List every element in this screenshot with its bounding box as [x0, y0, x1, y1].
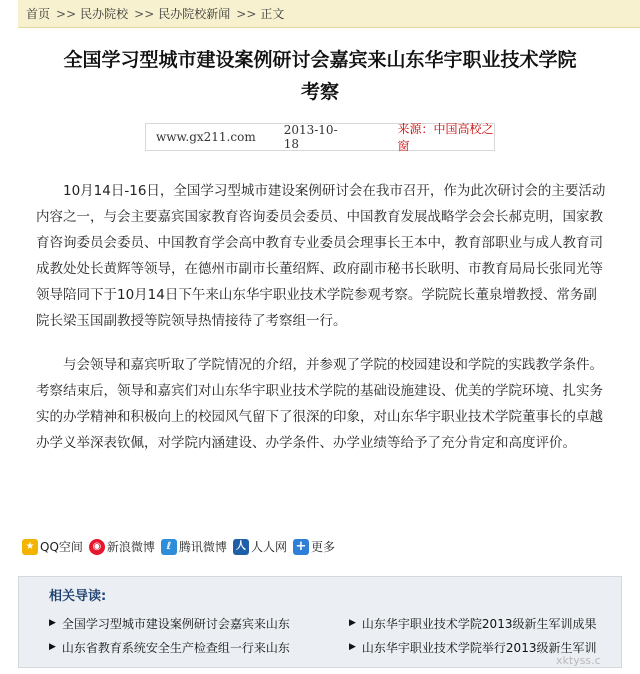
share-more-button[interactable]	[293, 538, 335, 555]
related-reading-heading: 相关导读:	[49, 589, 107, 604]
article-paragraph: 10月14日-16日，全国学习型城市建设案例研讨会在我市召开，作为此次研讨会的主要活动内容之一，与会主要嘉宾国家教育咨询委员会委员、中国教育发展战略学会会长郝克明，国家教育咨询委员会委员、中国教育学会高中教育专业委员会理事长王本中，教育部职业与成人教育司成教处处长黄辉等领导，在德州市副市长董绍辉、政府副市秘书长耿明、市教育局局长张同光等领导陪同下于10月14日下午来山东华宇职业技术学院参观考察。学院院长董泉增教授、常务副院长梁玉国副教授等院领导热情接待了考察组一行。	[36, 183, 606, 329]
bullet-arrow-icon: ▶	[49, 642, 56, 652]
bullet-arrow-icon: ▶	[49, 618, 56, 628]
related-item	[49, 639, 349, 656]
article-site-url: www.gx211.com	[156, 130, 256, 144]
breadcrumb-home-link[interactable]: 首页	[26, 7, 51, 21]
share-label: 腾讯微博	[178, 540, 227, 554]
breadcrumb-current: 正文	[260, 7, 285, 21]
related-link[interactable]: 山东华宇职业技术学院2013级新生军训成果	[361, 616, 597, 631]
article-body	[36, 178, 610, 474]
bullet-arrow-icon: ▶	[349, 642, 356, 652]
breadcrumb-separator: >>	[236, 6, 257, 21]
article-paragraph: 与会领导和嘉宾听取了学院情况的介绍，并参观了学院的校园建设和学院的实践教学条件。考察结束后，领导和嘉宾们对山东华宇职业技术学院的基础设施建设、优美的学院环境、扎实务实的办学精神和积极向上的校园风气留下了很深的印象，对山东华宇职业技术学院董事长的卓越办学义举深表钦佩，对学院内涵建设、办学条件、办学业绩等给予了充分肯定和高度评价。	[36, 357, 603, 451]
share-label: 人人网	[250, 540, 287, 554]
weibo-icon: ◉	[89, 539, 105, 555]
more-icon: +	[293, 539, 309, 555]
related-item	[49, 615, 349, 632]
related-row	[49, 635, 629, 659]
watermark: xktyss.c	[556, 654, 601, 667]
related-item	[349, 639, 609, 656]
share-label: QQ空间	[40, 540, 83, 554]
related-link[interactable]: 全国学习型城市建设案例研讨会嘉宾来山东	[61, 616, 290, 631]
related-link[interactable]: 山东华宇职业技术学院举行2013级新生军训	[361, 640, 597, 655]
article-source: 来源：中国高校之窗	[397, 122, 494, 153]
article-date: 2013-10-18	[283, 123, 338, 151]
share-qzone-button[interactable]	[22, 538, 83, 555]
share-label: 更多	[310, 540, 335, 554]
share-tencent-weibo-button[interactable]	[161, 538, 227, 555]
breadcrumb-private-college-news-link[interactable]: 民办院校新闻	[158, 7, 231, 21]
share-weibo-button[interactable]	[89, 538, 155, 555]
related-reading-list	[49, 611, 629, 659]
share-renren-button[interactable]	[233, 538, 287, 555]
share-label: 新浪微博	[106, 540, 155, 554]
related-link[interactable]: 山东省教育系统安全生产检查组一行来山东	[61, 640, 290, 655]
related-row	[49, 611, 629, 635]
renren-icon: 人	[233, 539, 249, 555]
article-title: 全国学习型城市建设案例研讨会嘉宾来山东华宇职业技术学院考察	[63, 49, 577, 103]
related-item	[349, 615, 609, 632]
article-meta	[145, 123, 495, 151]
tencent-weibo-icon: ℓ	[161, 539, 177, 555]
bullet-arrow-icon: ▶	[349, 618, 356, 628]
qzone-icon: ★	[22, 539, 38, 555]
breadcrumb-private-colleges-link[interactable]: 民办院校	[80, 7, 129, 21]
breadcrumb-separator: >>	[56, 6, 77, 21]
share-bar	[22, 538, 341, 555]
breadcrumb	[18, 0, 640, 28]
breadcrumb-separator: >>	[134, 6, 155, 21]
related-reading-panel	[18, 576, 622, 668]
